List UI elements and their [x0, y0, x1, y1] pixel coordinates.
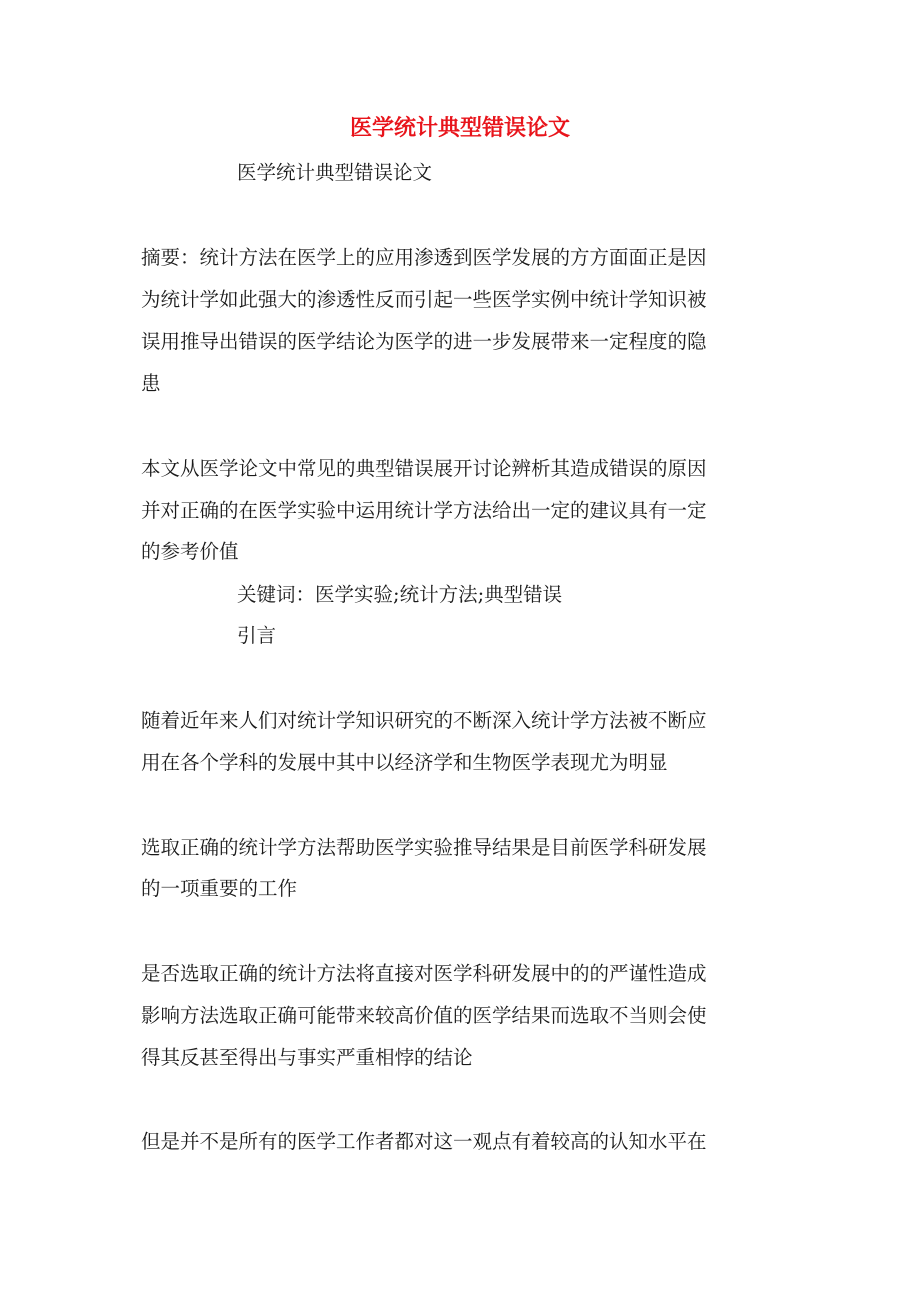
document-title: 医学统计典型错误论文 [349, 115, 570, 141]
paragraph-line: 得其反甚至得出与事实严重相悖的结论 [141, 1046, 473, 1069]
paragraph-line: 但是并不是所有的医学工作者都对这一观点有着较高的认知水平在 [141, 1130, 707, 1153]
paragraph-line: 影响方法选取正确可能带来较高价值的医学结果而选取不当则会使 [141, 1004, 707, 1027]
paragraph-line: 的一项重要的工作 [141, 877, 298, 900]
paragraph-line: 选取正确的统计学方法帮助医学实验推导结果是目前医学科研发展 [141, 836, 707, 859]
paragraph-line: 随着近年来人们对统计学知识研究的不断深入统计学方法被不断应 [141, 709, 707, 732]
abstract-line: 摘要：统计方法在医学上的应用渗透到医学发展的方方面面正是因 [141, 246, 707, 269]
intro-line: 的参考价值 [141, 540, 239, 563]
paragraph-line: 是否选取正确的统计方法将直接对医学科研发展中的的严谨性造成 [141, 962, 707, 985]
keywords-line: 关键词：医学实验;统计方法;典型错误 [237, 583, 563, 606]
abstract-line: 误用推导出错误的医学结论为医学的进一步发展带来一定程度的隐 [141, 330, 707, 353]
abstract-line: 患 [141, 372, 161, 395]
intro-line: 并对正确的在医学实验中运用统计学方法给出一定的建议具有一定 [141, 499, 707, 522]
paragraph-line: 用在各个学科的发展中其中以经济学和生物医学表现尤为明显 [141, 751, 668, 774]
intro-line: 本文从医学论文中常见的典型错误展开讨论辨析其造成错误的原因 [141, 457, 707, 480]
section-heading: 引言 [237, 624, 277, 647]
document-subtitle: 医学统计典型错误论文 [237, 161, 433, 184]
abstract-line: 为统计学如此强大的渗透性反而引起一些医学实例中统计学知识被 [141, 288, 707, 311]
